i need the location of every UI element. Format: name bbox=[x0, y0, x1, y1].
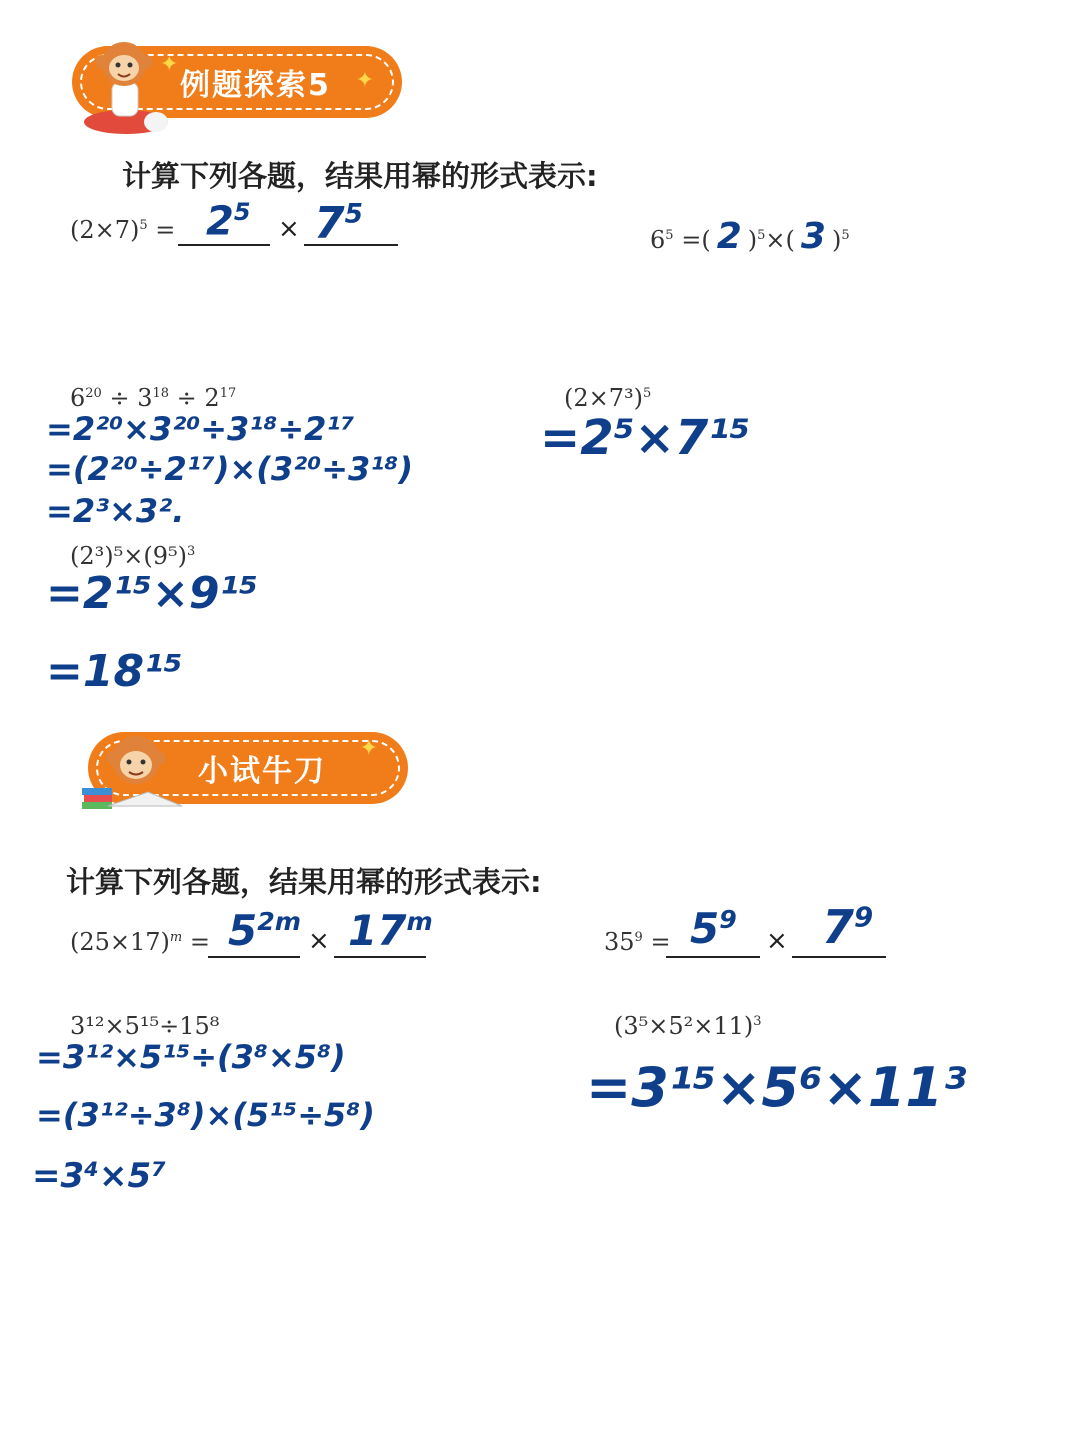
handwritten-answer: $5^{2m}$ bbox=[228, 906, 302, 955]
monkey-rocket-mascot-icon bbox=[76, 30, 179, 138]
handwritten-step: =3¹⁵×5⁶×11³ bbox=[586, 1056, 967, 1119]
problem-expression: $6^{20} \div 3^{18} \div 2^{17}$ bbox=[70, 384, 237, 412]
answer-blank[interactable] bbox=[208, 956, 300, 958]
handwritten-step: =2³×3². bbox=[46, 492, 185, 530]
handwritten-step: =3⁴×5⁷ bbox=[32, 1156, 167, 1196]
answer-blank[interactable] bbox=[334, 956, 426, 958]
problem-expression: $(3^5\times 5^2\times 11)^3$ bbox=[614, 1012, 762, 1040]
handwritten-step: =(2²⁰÷2¹⁷)×(3²⁰÷3¹⁸) bbox=[46, 450, 413, 488]
handwritten-answer: 2 bbox=[716, 216, 742, 257]
problem-expression: $35^9$ = bbox=[604, 928, 671, 956]
monkey-reading-mascot-icon bbox=[78, 722, 188, 814]
handwritten-answer: $2^5$ bbox=[206, 198, 251, 245]
sparkle-icon: ✦ bbox=[355, 68, 374, 93]
handwritten-answer: $7^9$ bbox=[822, 900, 874, 954]
times-sign: × bbox=[308, 926, 330, 956]
handwritten-answer: $7^5$ bbox=[314, 198, 363, 249]
problem-expression: $6^5$ =( 2 )$^5$×( 3 )$^5$ bbox=[650, 216, 850, 257]
problem-expression: 3¹²×5¹⁵÷15⁸ bbox=[70, 1012, 220, 1040]
answer-blank[interactable] bbox=[792, 956, 886, 958]
handwritten-answer: 3 bbox=[800, 216, 826, 257]
handwritten-answer: $5^9$ bbox=[690, 904, 737, 953]
instruction-text: 计算下列各题，结果用幂的形式表示: bbox=[66, 865, 542, 899]
handwritten-step: =2⁵×7¹⁵ bbox=[540, 410, 751, 466]
banner-title: 小试牛刀 bbox=[198, 754, 326, 789]
banner-title: 例题探索5 bbox=[180, 68, 331, 103]
handwritten-step: =2²⁰×3²⁰÷3¹⁸÷2¹⁷ bbox=[46, 410, 355, 448]
problem-expression: $(25\times 17)^m$ = bbox=[70, 928, 210, 956]
sparkle-icon: ✦ bbox=[359, 736, 378, 761]
problem-expression: $(2\times 7^3)^5$ bbox=[564, 384, 652, 412]
sparkle-icon: ✦ bbox=[160, 52, 179, 77]
times-sign: × bbox=[278, 214, 300, 244]
handwritten-step: =3¹²×5¹⁵÷(3⁸×5⁸) bbox=[36, 1038, 346, 1076]
problem-expression: $(2\times 7)^5$ = bbox=[70, 216, 176, 244]
handwritten-step: =2¹⁵×9¹⁵ bbox=[46, 568, 259, 619]
handwritten-step: =(3¹²÷3⁸)×(5¹⁵÷5⁸) bbox=[36, 1096, 375, 1134]
answer-blank[interactable] bbox=[666, 956, 760, 958]
instruction-text: 计算下列各题，结果用幂的形式表示: bbox=[122, 159, 598, 193]
problem-expression: $(2^3)^5\times(9^5)^3$ bbox=[70, 542, 196, 570]
handwritten-answer: 17$^m$ bbox=[348, 906, 433, 955]
times-sign: × bbox=[766, 926, 788, 956]
handwritten-step: =18¹⁵ bbox=[46, 646, 183, 697]
